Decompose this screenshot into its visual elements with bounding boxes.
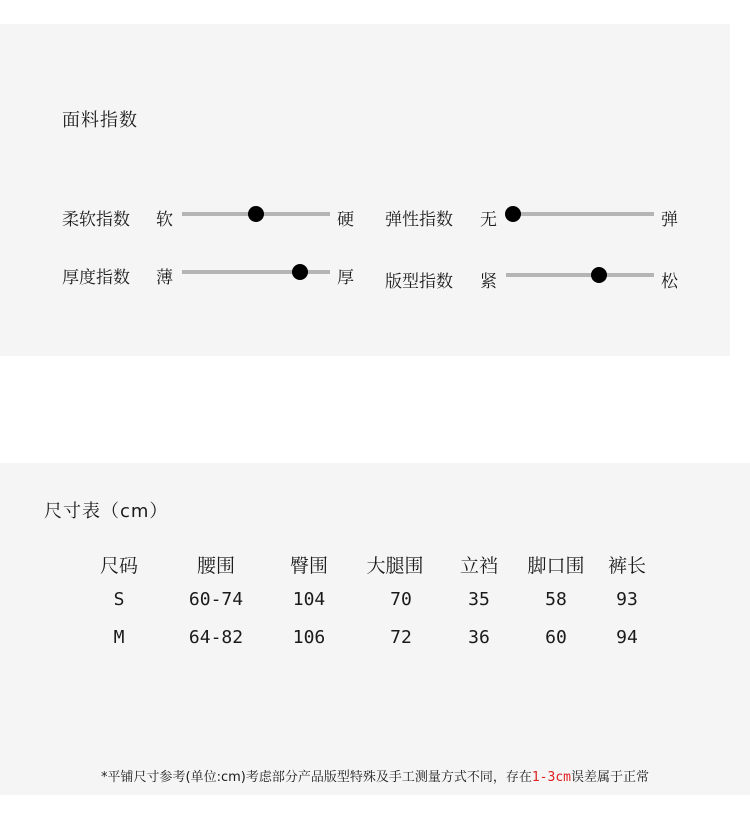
cell-length: 94 [616, 627, 638, 648]
elasticity-index-label: 弹性指数 [385, 210, 453, 230]
fabric-index-panel [0, 24, 730, 356]
fit-index-label: 版型指数 [385, 272, 453, 292]
fit-slider-track [506, 273, 654, 277]
cell-waist: 64-82 [188, 627, 244, 648]
header-thigh: 大腿围 [366, 555, 424, 577]
header-size: 尺码 [99, 555, 139, 577]
cell-rise: 35 [468, 589, 490, 610]
cell-leg-opening: 60 [545, 627, 567, 648]
cell-size: S [113, 589, 125, 610]
cell-hip: 106 [292, 627, 326, 648]
size-table-title: 尺寸表（cm） [44, 501, 169, 522]
softness-index-label: 柔软指数 [62, 210, 130, 230]
header-rise: 立裆 [459, 555, 499, 577]
note-prefix: *平铺尺寸参考(单位:cm)考虑部分产品版型特殊及手工测量方式不同，存在 [101, 770, 532, 785]
softness-max-label: 硬 [337, 210, 354, 230]
fabric-index-title: 面料指数 [62, 110, 138, 131]
cell-waist: 60-74 [188, 589, 244, 610]
fit-min-label: 紧 [480, 272, 497, 292]
cell-thigh: 72 [390, 627, 412, 648]
note-suffix: 误差属于正常 [570, 770, 649, 785]
fit-max-label: 松 [661, 272, 678, 292]
note-tolerance-highlight: 1-3cm [531, 770, 571, 785]
cell-thigh: 70 [390, 589, 412, 610]
cell-rise: 36 [468, 627, 490, 648]
softness-slider-knob [248, 206, 264, 222]
thickness-index-label: 厚度指数 [62, 268, 130, 288]
elasticity-min-label: 无 [480, 210, 497, 230]
measurement-note [0, 766, 750, 785]
softness-min-label: 软 [156, 210, 173, 230]
header-waist: 腰围 [196, 555, 236, 577]
header-hip: 臀围 [289, 555, 329, 577]
cell-size: M [113, 627, 125, 648]
header-length: 裤长 [607, 555, 647, 577]
header-leg-opening: 脚口围 [527, 555, 585, 577]
cell-hip: 104 [292, 589, 326, 610]
cell-length: 93 [616, 589, 638, 610]
thickness-max-label: 厚 [337, 268, 354, 288]
cell-leg-opening: 58 [545, 589, 567, 610]
elasticity-max-label: 弹 [661, 210, 678, 230]
thickness-min-label: 薄 [156, 268, 173, 288]
elasticity-slider-track [506, 212, 654, 216]
